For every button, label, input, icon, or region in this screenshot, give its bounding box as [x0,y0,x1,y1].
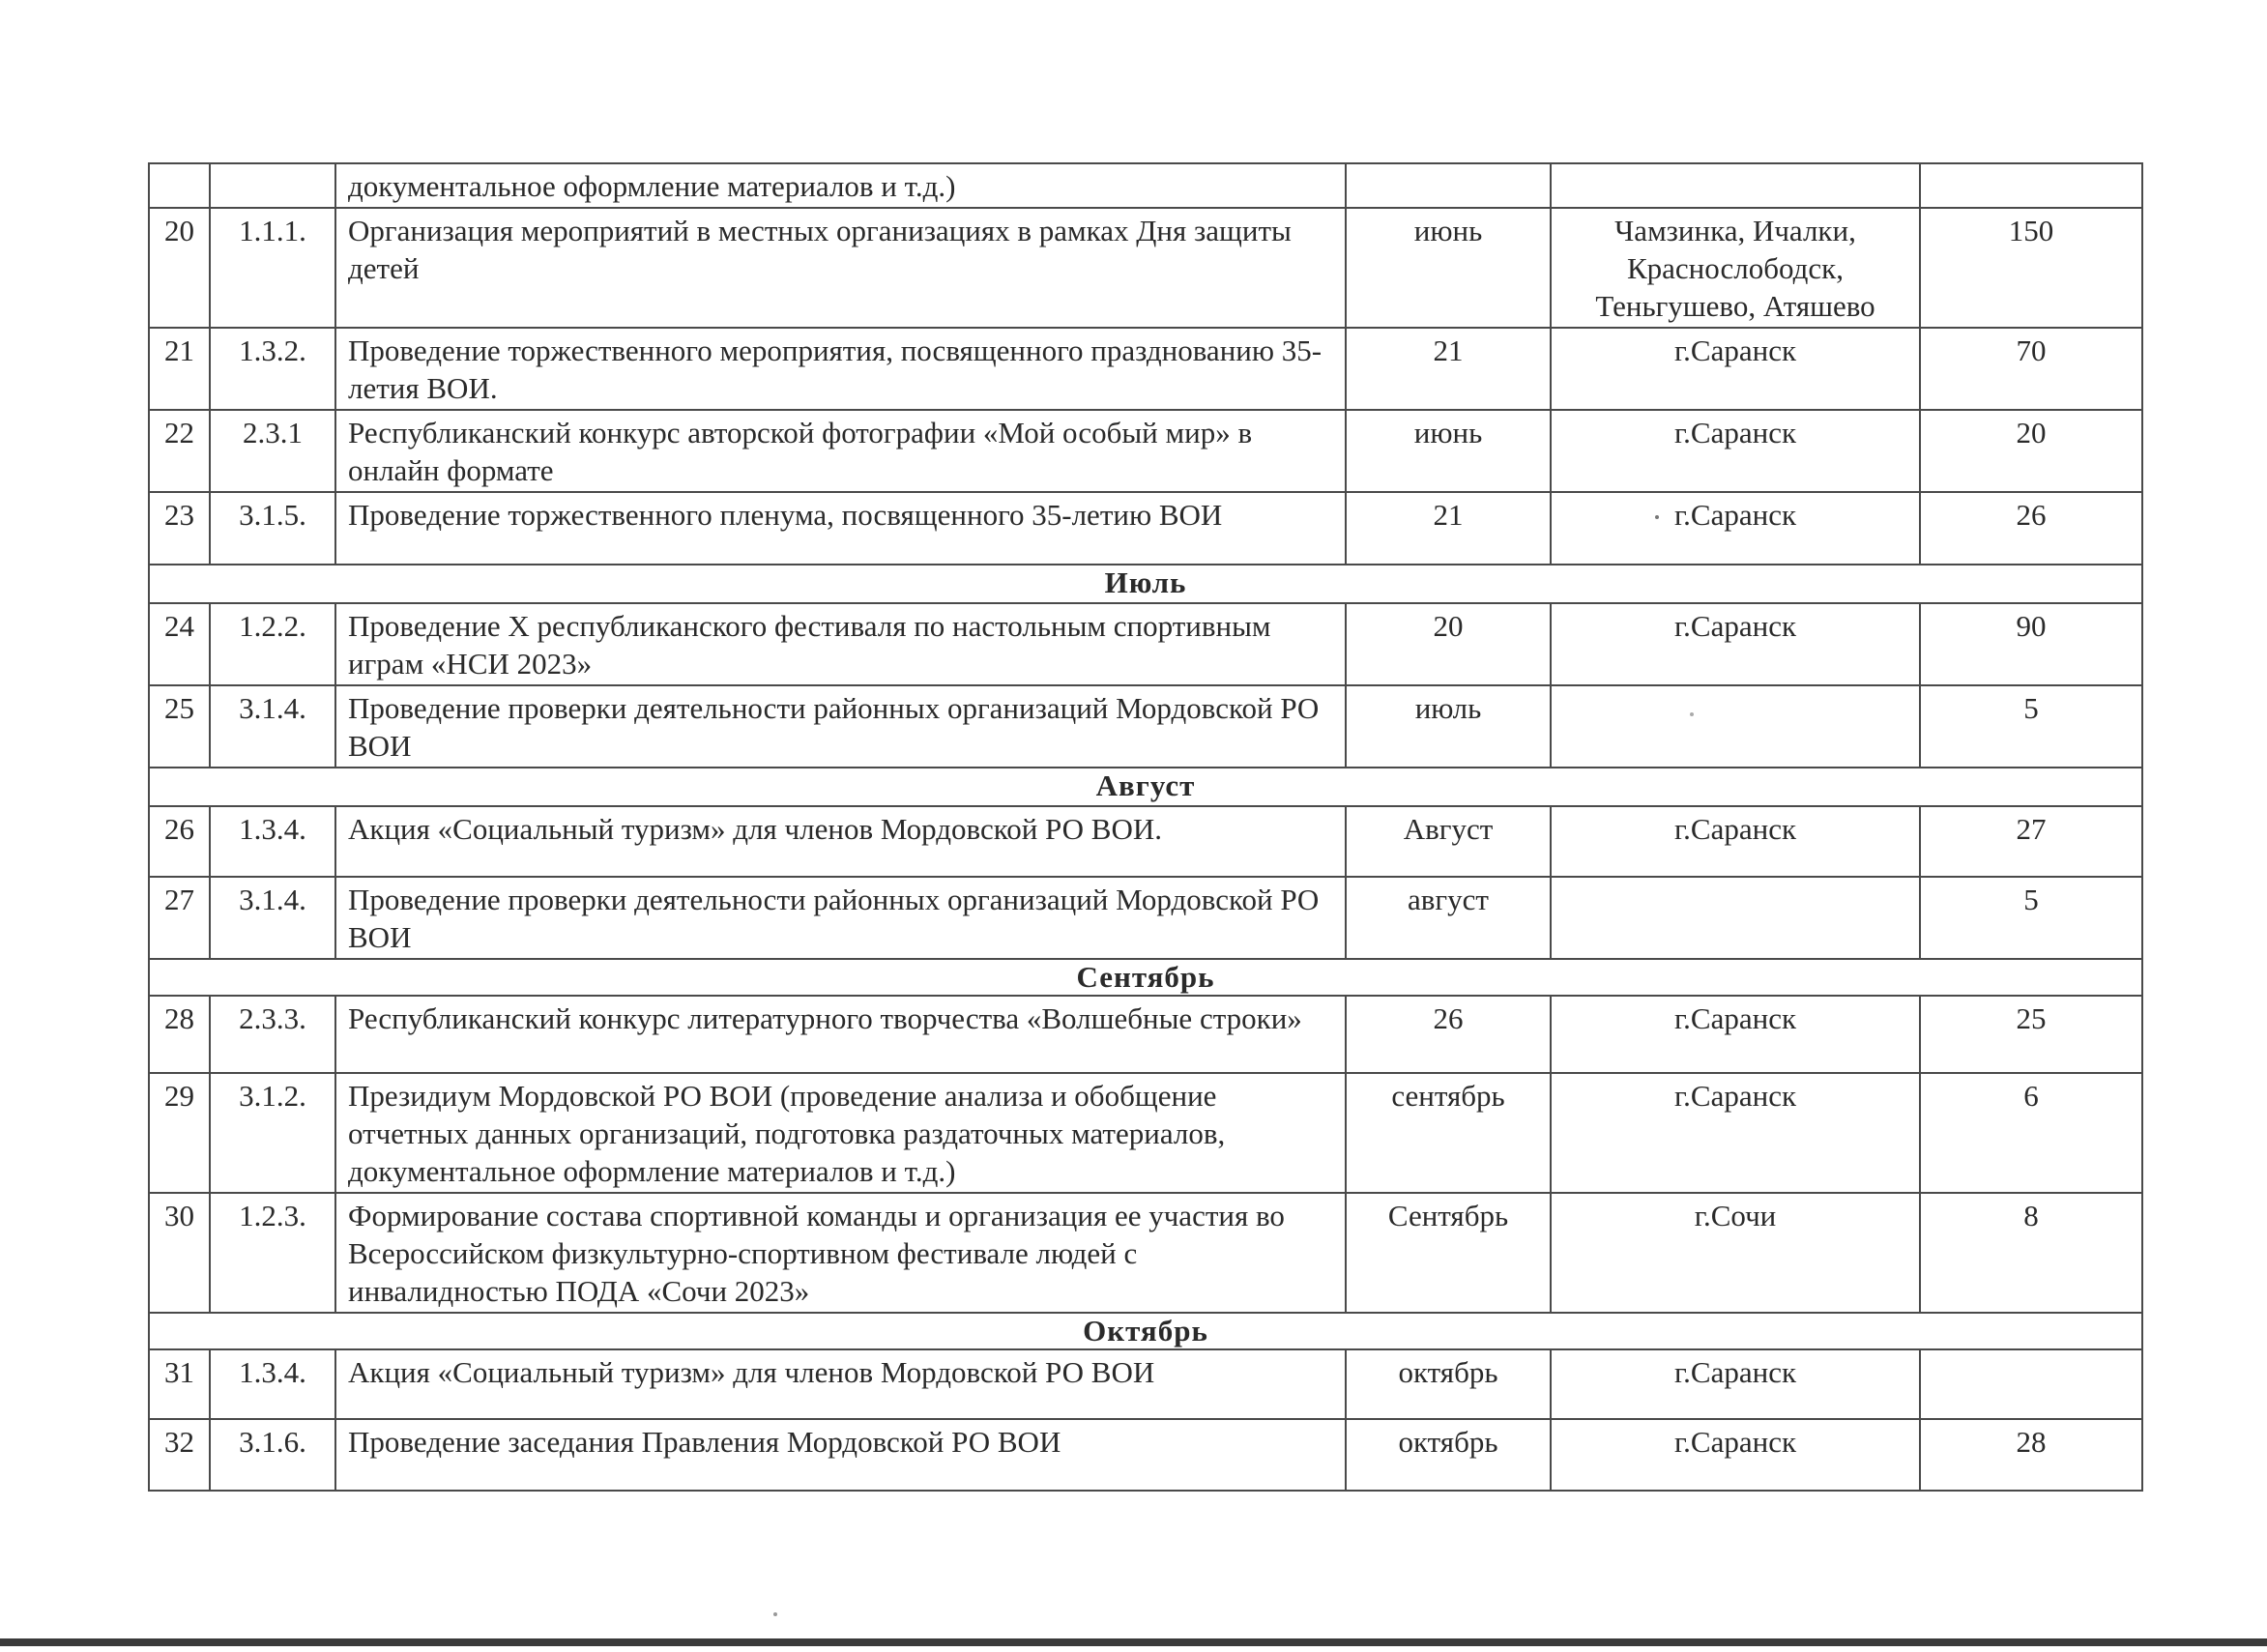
row-number-cell: 28 [149,996,210,1073]
scan-speck [773,1612,777,1616]
event-place-cell: г.Саранск [1551,410,1920,492]
participants-count-cell: 25 [1920,996,2142,1073]
plan-code-cell: 3.1.4. [210,685,335,768]
month-label: Август [149,768,2142,806]
table-row [149,1193,2142,1313]
month-label: Июль [149,565,2142,603]
row-number-cell [149,163,210,208]
event-date-cell: июнь [1346,410,1551,492]
month-label: Сентябрь [149,959,2142,996]
event-place-cell [1551,163,1920,208]
event-title-cell: Проведение заседания Правления Мордовской РО ВОИ [335,1419,1346,1491]
event-date-cell: октябрь [1346,1419,1551,1491]
month-header-row [149,1313,2142,1349]
event-title-cell: Республиканский конкурс литературного творчества «Волшебные строки» [335,996,1346,1073]
event-place-cell: г.Саранск [1551,1349,1920,1419]
event-date-cell: октябрь [1346,1349,1551,1419]
event-title-cell: Проведение проверки деятельности районных организаций Мордовской РО ВОИ [335,877,1346,959]
participants-count-cell: 5 [1920,685,2142,768]
page-bottom-edge [0,1638,2267,1646]
table-row [149,603,2142,685]
row-number-cell: 30 [149,1193,210,1313]
event-date-cell: август [1346,877,1551,959]
event-title-cell: Формирование состава спортивной команды и организация ее участия во Всероссийском физкультурно-спортивном фестивале людей с инвалидностью ПОДА «Сочи 2023» [335,1193,1346,1313]
plan-code-cell: 1.3.2. [210,328,335,410]
plan-code-cell: 1.2.2. [210,603,335,685]
event-place-cell: Чамзинка, Ичалки, Краснослободск, Теньгушево, Атяшево [1551,208,1920,328]
row-number-cell: 27 [149,877,210,959]
row-number-cell: 25 [149,685,210,768]
events-table [148,162,2143,1492]
event-date-cell: 26 [1346,996,1551,1073]
participants-count-cell: 6 [1920,1073,2142,1193]
plan-code-cell: 1.2.3. [210,1193,335,1313]
event-date-cell: 21 [1346,328,1551,410]
row-number-cell: 32 [149,1419,210,1491]
participants-count-cell: 27 [1920,806,2142,877]
scan-speck [1655,515,1659,519]
plan-code-cell: 1.3.4. [210,1349,335,1419]
event-date-cell: июль [1346,685,1551,768]
plan-code-cell: 2.3.1 [210,410,335,492]
event-title-cell: Проведение торжественного мероприятия, посвященного празднованию 35-летия ВОИ. [335,328,1346,410]
participants-count-cell: 26 [1920,492,2142,565]
participants-count-cell: 8 [1920,1193,2142,1313]
month-header-row [149,565,2142,603]
table-row [149,1073,2142,1193]
plan-code-cell: 3.1.2. [210,1073,335,1193]
event-place-cell: г.Саранск [1551,328,1920,410]
event-place-cell: г.Сочи [1551,1193,1920,1313]
event-title-cell: документальное оформление материалов и т.д.) [335,163,1346,208]
participants-count-cell: 5 [1920,877,2142,959]
event-date-cell: Август [1346,806,1551,877]
row-number-cell: 24 [149,603,210,685]
table-row [149,410,2142,492]
participants-count-cell: 28 [1920,1419,2142,1491]
table-row [149,492,2142,565]
event-title-cell: Президиум Мордовской РО ВОИ (проведение анализа и обобщение отчетных данных организаций, подготовка раздаточных материалов, документальное оформление материалов и т.д.) [335,1073,1346,1193]
participants-count-cell [1920,163,2142,208]
plan-code-cell: 3.1.4. [210,877,335,959]
table-row [149,1349,2142,1419]
event-title-cell: Проведение торжественного пленума, посвященного 35-летию ВОИ [335,492,1346,565]
plan-code-cell: 1.1.1. [210,208,335,328]
plan-code-cell: 3.1.6. [210,1419,335,1491]
event-place-cell [1551,877,1920,959]
plan-code-cell: 1.3.4. [210,806,335,877]
event-place-cell: г.Саранск [1551,996,1920,1073]
plan-code-cell [210,163,335,208]
table-body [149,163,2142,1491]
event-place-cell [1551,685,1920,768]
event-date-cell: 21 [1346,492,1551,565]
event-place-cell: г.Саранск [1551,1419,1920,1491]
scan-speck [1690,712,1694,716]
event-title-cell: Республиканский конкурс авторской фотографии «Мой особый мир» в онлайн формате [335,410,1346,492]
participants-count-cell: 150 [1920,208,2142,328]
table-row [149,996,2142,1073]
participants-count-cell: 20 [1920,410,2142,492]
table-row [149,806,2142,877]
event-title-cell: Организация мероприятий в местных организациях в рамках Дня защиты детей [335,208,1346,328]
plan-code-cell: 3.1.5. [210,492,335,565]
event-title-cell: Проведение проверки деятельности районных организаций Мордовской РО ВОИ [335,685,1346,768]
event-place-cell: г.Саранск [1551,1073,1920,1193]
event-title-cell: Проведение X республиканского фестиваля по настольным спортивным играм «НСИ 2023» [335,603,1346,685]
event-date-cell: июнь [1346,208,1551,328]
month-header-row [149,959,2142,996]
event-date-cell: сентябрь [1346,1073,1551,1193]
row-number-cell: 23 [149,492,210,565]
event-title-cell: Акция «Социальный туризм» для членов Мордовской РО ВОИ. [335,806,1346,877]
month-header-row [149,768,2142,806]
table-row [149,328,2142,410]
event-place-cell: г.Саранск [1551,492,1920,565]
row-number-cell: 29 [149,1073,210,1193]
event-date-cell: Сентябрь [1346,1193,1551,1313]
row-number-cell: 22 [149,410,210,492]
event-place-cell: г.Саранск [1551,603,1920,685]
table-row [149,1419,2142,1491]
table-row [149,163,2142,208]
participants-count-cell: 90 [1920,603,2142,685]
table-row [149,877,2142,959]
row-number-cell: 26 [149,806,210,877]
table-row [149,208,2142,328]
row-number-cell: 31 [149,1349,210,1419]
event-date-cell [1346,163,1551,208]
event-title-cell: Акция «Социальный туризм» для членов Мордовской РО ВОИ [335,1349,1346,1419]
row-number-cell: 20 [149,208,210,328]
month-label: Октябрь [149,1313,2142,1349]
event-date-cell: 20 [1346,603,1551,685]
event-place-cell: г.Саранск [1551,806,1920,877]
participants-count-cell: 70 [1920,328,2142,410]
participants-count-cell [1920,1349,2142,1419]
plan-code-cell: 2.3.3. [210,996,335,1073]
table-row [149,685,2142,768]
row-number-cell: 21 [149,328,210,410]
